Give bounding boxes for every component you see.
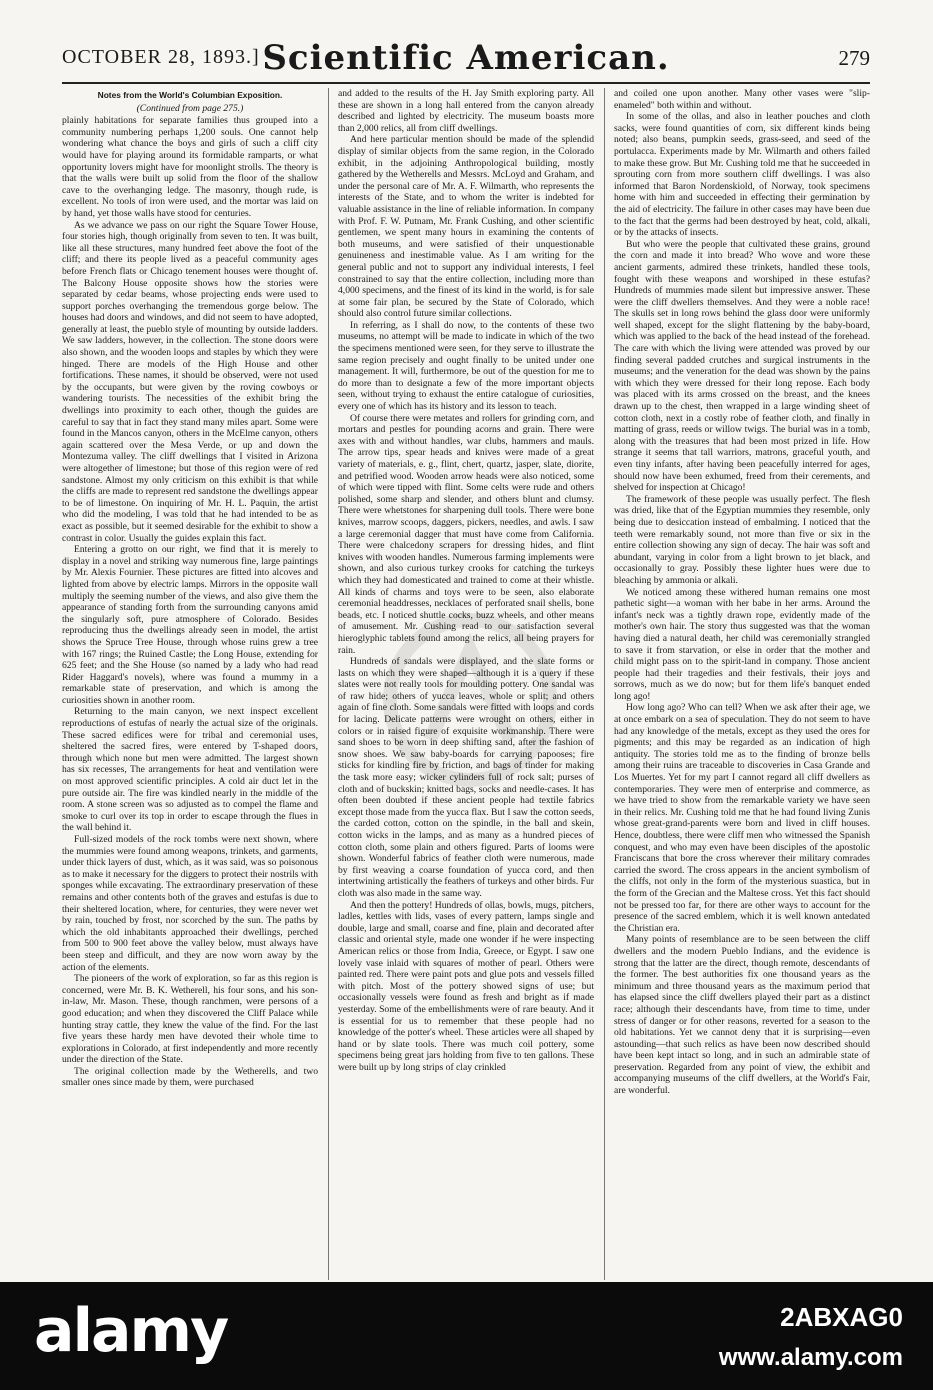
paragraph: We noticed among these withered human remains one most pathetic sight—a woman with her babe in her arms. Around the infant's neck was a tightly drawn rope, evidently made of the mother's own hair. The story thus suggested was that the woman having died a natural death, her child was ceremonially strangled to save it from starvation, or else in order that the mother and child might pass on to the spirit-land in company. Those ancient people had their tragedies and their festivals, their joys and sorrows, much as we do now; but for them life's banquet ended long ago! <box>614 586 870 702</box>
page-number: 279 <box>838 46 870 70</box>
paragraph: In some of the ollas, and also in leather pouches and cloth sacks, were found quantities of corn, six different kinds being noted; also beans, pumpkin seeds, grass-seed, and seed of the portulacca. Experiments made by Mr. Wilmarth and others failed to make these grow. But Mr. Cushing told me that he succeeded in sprouting corn from more southern cliff dwellings. I was also informed that Baron Nordenskiold, of Norway, took specimens home with him and succeeded in effecting their germination by the aid of electricity. The failure in other cases may have been due to the fact that the germs had been destroyed by heat, cold, alkali, or by the attacks of insects. <box>614 111 870 239</box>
column-3 <box>614 88 870 1280</box>
page-header <box>62 38 870 78</box>
column-1 <box>62 88 318 1280</box>
brand-logo: alamy <box>34 1296 228 1366</box>
site-url: www.alamy.com <box>718 1344 903 1371</box>
stock-footer <box>0 1282 933 1390</box>
article-heading: Notes from the World's Columbian Exposition. <box>97 90 283 100</box>
paragraph: And then the pottery! Hundreds of ollas, bowls, mugs, pitchers, ladles, kettles with lids, vases of every pattern, lamps single and double, large and small, coarse and fine, plain and decorated after classic and oriental style, made one wonder if he were inspecting American relics or those from India, Greece, or Egypt. I saw one lovely vase inlaid with squares of mother of pearl. Others were painted red. There were paint pots and glue pots and vessels filled with pitch. Most of the pottery showed signs of use; but occasionally vessels were found as fresh and bright as if made yesterday. Some of the embellishments were of rare beauty. And it is essential for us to remember that these people had no knowledge of the potter's wheel. These articles were all shaped by hand or by slate tools. There was much coil pottery, some specimens being great jars holding from five to ten gallons. These were built up by long strips of clay crinkled <box>338 899 594 1073</box>
column-divider <box>328 88 329 1280</box>
issue-date: OCTOBER 28, 1893.] <box>62 46 260 68</box>
paragraph: and coiled one upon another. Many other vases were "slip-enameled" both within and without. <box>614 88 870 111</box>
paragraph: How long ago? Who can tell? When we ask after their age, we at once embark on a sea of speculation. They do not seem to have had any knowledge of the metals, except as they used the ores for pigments; and this may be regarded as an indication of high antiquity. The stories told me as to the finding of bronze bells among their ruins are traceable to discoveries in Casa Grande and Los Muertes. Yet for my part I cannot regard all cliff dwellers as contemporaries. They were men of enterprise and commerce, as we have tried to show from the remarkable variety we have seen in their relics. Mr. Cushing told me that he had found living Zunis whose great-grand-parents were born and lived in cliff houses. Hence, doubtless, there were cliff men who witnessed the Spanish conquest, and who may even have been disciples of the apostolic Franciscans that bore the cross wherever their military comrades carried the sword. The cross appears in the ancient symbolism of the cliffs, not only in the form of the mysterious suastica, but in the form of the Grecian and the Maltese cross. Yet this fact should not be pressed too far, for there are other ways to account for the presence of the sacred emblem, which it is well known antedated the Christian era. <box>614 702 870 934</box>
paragraph: Hundreds of sandals were displayed, and the slate forms or lasts on which they were shaped—although it is a query if these slates were not really tools for moulding pottery. One sandal was of raw hide; others of yucca leaves, whole or split; and others again of fine cloth. Some sandals were fitted with loops and cords for lacing. Delicate patterns were wrought on others, either in colors or in raised figure of exquisite workmanship. There were sand shoes to be worn in deep shifting sand, after the fashion of snow shoes. We saw baby-boards for carrying papooses; fire sticks for kindling fire by friction, and bags of tinder for making the task more easy; wicker cylinders full of rock salt; purses of cloth and of buckskin; knitted bags, socks and needle-cases. It has often been doubted if these ancient people had textile fabrics except those made from the yucca flax. But I saw the cotton seeds, the carded cotton, cotton on the spindle, in the ball and skein, cotton wicks in the lamps, and as many as a hundred pieces of cotton cloth, some plain and others figured. Parts of looms were shown. Wonderful fabrics of feather cloth were numerous, made by first weaving a coarse foundation of yucca cord, and then intertwining artistically the feathers of turkeys and other birds. Fur cloth was also made in the same way. <box>338 656 594 899</box>
masthead-title: Scientific American. <box>262 38 670 78</box>
continued-note: (Continued from page 275.) <box>136 102 244 114</box>
paragraph: Many points of resemblance are to be seen between the cliff dwellers and the modern Pueblo Indians, and the evidence is strong that the latter are the direct, though remote, descendants of the former. The best authorities fix one thousand years as the minimum and three thousand years as the maximum period that has elapsed since the cliff dwellers played their part as a distinct race; although their descendants have, from time to time, under stress of danger or for other reasons, reverted for a season to the old habitations. Yet we cannot deny that it is surprising—even astounding—that such relics as have been now described should have been kept intact so long, and in such an admirable state of preservation. Regarded from any point of view, the exhibit and accompanying museums of the cliff dwellers, at the World's Fair, are wonderful. <box>614 934 870 1097</box>
paragraph: Entering a grotto on our right, we find that it is merely to display in a novel and striking way numerous fine, large paintings by Mr. Alexis Fournier. These pictures are fitted into alcoves and lighted from above by electric lamps. Mirrors in the opposite wall multiply the seeming number of the views, and also give them the appearance of standing forth from the surrounding canyons amid the singularly soft, pure atmosphere of Colorado. Besides reproducing thus the dwellings already seen in model, the artist shows the Spruce Tree House, through whose ruins grew a tree with 167 rings; the Ruined Castle; the Long House, extending for 625 feet; and the She House (so named by a lady who had read Rider Haggard's novels), where was found a mummy in a remarkable state of preservation, and which is among the curiosities shown in another room. <box>62 544 318 706</box>
paragraph: But who were the people that cultivated these grains, ground the corn and made it into bread? Who wove and wore these ancient garments, admired these trinkets, handled these tools, fought with these weapons and worshiped in these estufas? Hundreds of mummies made silent but impressive answer. These were the cliff dwellers themselves. And they were a noble race! The skulls set in long rows behind the glass door were uniformly well shaped, except for the slight flattening by the baby-board, which was applied to the back of the head instead of the forehead. The care with which the living were attended was proved by our finding several padded crutches and surgical instruments in the museums; and the veneration for the dead was shown by the pains with which they were dressed for their long repose. Each body was placed with its arms crossed on the breast, and the knees drawn up to the chest, then wrapped in a large winding sheet of cotton cloth, next in a costly robe of feather cloth, and finally in matting of grass, reeds or willow twigs. The burial was in a tomb, along with the treasures that had been most prized in life. How strange it seems that tall warriors, matrons, graceful youth, and even tiny infants, after having been peacefully interred for ages, should now have been exhumed, freed from their cerements, and shelved for inspection at Chicago! <box>614 238 870 494</box>
paragraph: and added to the results of the H. Jay Smith exploring party. All these are shown in a long hall entered from the canyon already described and lighted by electricity. The museum boasts more than 2,000 relics, all from cliff dwellings. <box>338 88 594 134</box>
image-id: 2ABXAG0 <box>780 1302 903 1332</box>
header-rule <box>62 82 870 84</box>
paragraph: In referring, as I shall do now, to the contents of these two museums, no attempt will be made to indicate in which of the two the specimens mentioned were seen, for they serve to illustrate the same region precisely and ought finally to be united under one management. It will, furthermore, be out of the question for me to do more than to designate a few of the more important objects seen, without trying to exhaust the entire catalogue of curiosities, every one of which has its history and its lesson to teach. <box>338 319 594 413</box>
paragraph: Returning to the main canyon, we next inspect excellent reproductions of estufas of nearly the actual size of the originals. These sacred edifices were for tribal and ceremonial uses, sheltered the sacred fires, were entered by T-shaped doors, through which none but men were admitted. The largest shown has six recesses, The arrangements for heat and ventilation were on most approved scientific principles. A cold air duct let in the pure outside air. The fire was kindled nearly in the middle of the room. A stone screen was so adjusted as to compel the flame and smoke to curl over its top in order to escape through the flues in the wall behind it. <box>62 706 318 834</box>
paragraph: plainly habitations for separate families thus grouped into a community numbering perhaps 1,200 souls. One cannot help wondering what chance the boys and girls of such a cliff city would have for playing around its formidable ramparts, or what opportunity lovers might have for moonlight strolls. The theory is that the walls were built up solid from the floor of the shallow cave to the overhanging ledge. The masonry, though rude, is excellent. No tools of iron were used, and the mortar was laid on by hand, yet those walls have stood for centuries. <box>62 115 318 219</box>
paragraph: The original collection made by the Wetherells, and two smaller ones since made by them, were purchased <box>62 1065 318 1089</box>
paragraph: Full-sized models of the rock tombs were next shown, where the mummies were found among weapons, trinkets, and garments, under thick layers of dust, which, as it was said, was so poisonous as to make it necessary for the diggers to protect their nostrils with sponges while excavating. The extraordinary preservation of these remains and other contents both of the graves and estufas is due to their sheltered location, where, for centuries, they were never wet by rain, touched by frost, nor scorched by the sun. The paths by which the old inhabitants approached their dwellings, perched from 500 to 900 feet above the valley below, must always have been steep and difficult, and they are now worn away by the action of the elements. <box>62 834 318 973</box>
text-columns <box>62 88 870 1280</box>
paragraph: The framework of these people was usually perfect. The flesh was dried, like that of the Egyptian mummies they resemble, only being due to desiccation instead of embalming. I noticed that the teeth were remarkably sound, not more than five or six in the entire collection showing any sign of decay. The hair was soft and abundant, varying in color from a light brown to jet black, and occasionally to gray. Possibly these lighter hues were due to bleaching by ammonia or alkali. <box>614 493 870 586</box>
column-2 <box>338 88 594 1280</box>
paragraph: Of course there were metates and rollers for grinding corn, and mortars and pestles for pounding acorns and grain. There were axes with and without handles, war clubs, hammers and mauls. The arrow tips, spear heads and knives were made of a great variety of materials, e. g., flint, chert, quartz, jasper, slate, diorite, and petrified wood. Wooden arrow heads were also noticed, some of which were tipped with flint. Some celts were rude and others polished, some sharp and slender, and others blunt and clumsy. There were whetstones for sharpening dull tools. There were bone knives, marrow scoops, daggers, pickers, needles, and awls. I saw a large ceremonial dagger that must have come from California. There were chalcedony scrapers for dressing hides, and flint knives with wooden handles. Numerous farming implements were shown, and also curious turkey crooks for catching the turkeys which they had domesticated and trained to come at their whistle. All kinds of charms and toys were to be seen, also elaborate ceremonial headdresses, necklaces of perforated snail shells, bone beads, etc. I noticed shuttle cocks, buzz wheels, and other means of amusement. Mr. Cushing read to our satisfaction several hieroglyphic tablets found among the relics, all being prayers for rain. <box>338 412 594 656</box>
paragraph: The pioneers of the work of exploration, so far as this region is concerned, were Mr. B. K. Wetherell, his four sons, and his son-in-law, Mr. Mason. These, though ranchmen, were persons of a good education; and when they discovered the Cliff Palace while hunting stray cattle, they knew the value of the find. For the last five years these hardy men have devoted their whole time to explorations in Colorado, at first independently and more recently under the direction of the State. <box>62 973 318 1066</box>
paragraph: As we advance we pass on our right the Square Tower House, four stories high, though originally from seven to ten. It was built, like all these structures, many hundred feet above the foot of the cliff; and there its people lived as a peaceful community ages before French flats or Chicago tenement houses were thought of. The Balcony House opposite shows how the stories were separated by cedar beams, whose projecting ends were used to support porches overhanging the tremendous gorge below. The houses had doors and windows, and did not seem to have adopted, generally at least, the pueblo style of mounting by outside ladders. We saw ladders, however, in the collection. The stone doors were also shown, and the wooden loops and staples by which they were hinged. There are models of the High House and other fortifications. These names, it should be observed, were not used by the occupants, but were given by the roving cowboys or wandering tourists. The necessities of the exhibit bring the dwellings into proximity to each other, though the guides are careful to say that in fact they stand many miles apart. Some were found in the Mancos canyon, others in the McElme canyon, others again scattered over the Mesa Verde, or up and down the Montezuma valley. The cliff dwellings that I visited in Arizona were altogether of limestone; but those of this region were of red sandstone. Almost my only criticism on this exhibit is that while the cliffs are made to represent red sandstone the dwellings appear to be of limestone. On inquiring of Mr. H. L. Paquin, the artist who did the modeling, I was told that he had intended to be as exact as possible, but it seemed desirable for the exhibit to show a contrast in color. Usually the guides explain this fact. <box>62 219 318 544</box>
column-divider <box>604 88 605 1280</box>
paragraph: And here particular mention should be made of the splendid display of similar objects from the same region, in the Colorado exhibit, in the adjoining Anthropological building, mostly gathered by the Wetherells and Messrs. McLoyd and Graham, and under the personal care of Mr. A. F. Wilmarth, who represents the interests of the State, and to whom the writer is indebted for valuable assistance in the line of reliable information. In company with Prof. F. W. Putnam, Mr. Frank Cushing, and other scientific gentlemen, we spent many hours in examining the contents of both museums, and were satisfied of their unquestionable genuineness and inestimable value. As I am writing for the general public and not to support any individual interests, I feel constrained to say that the entire collection, including more than 4,000 specimens, and the finest of its kind in the world, is for sale at some fair plan, be secured by the State of Colorado, which should also control future similar collections. <box>338 134 594 320</box>
